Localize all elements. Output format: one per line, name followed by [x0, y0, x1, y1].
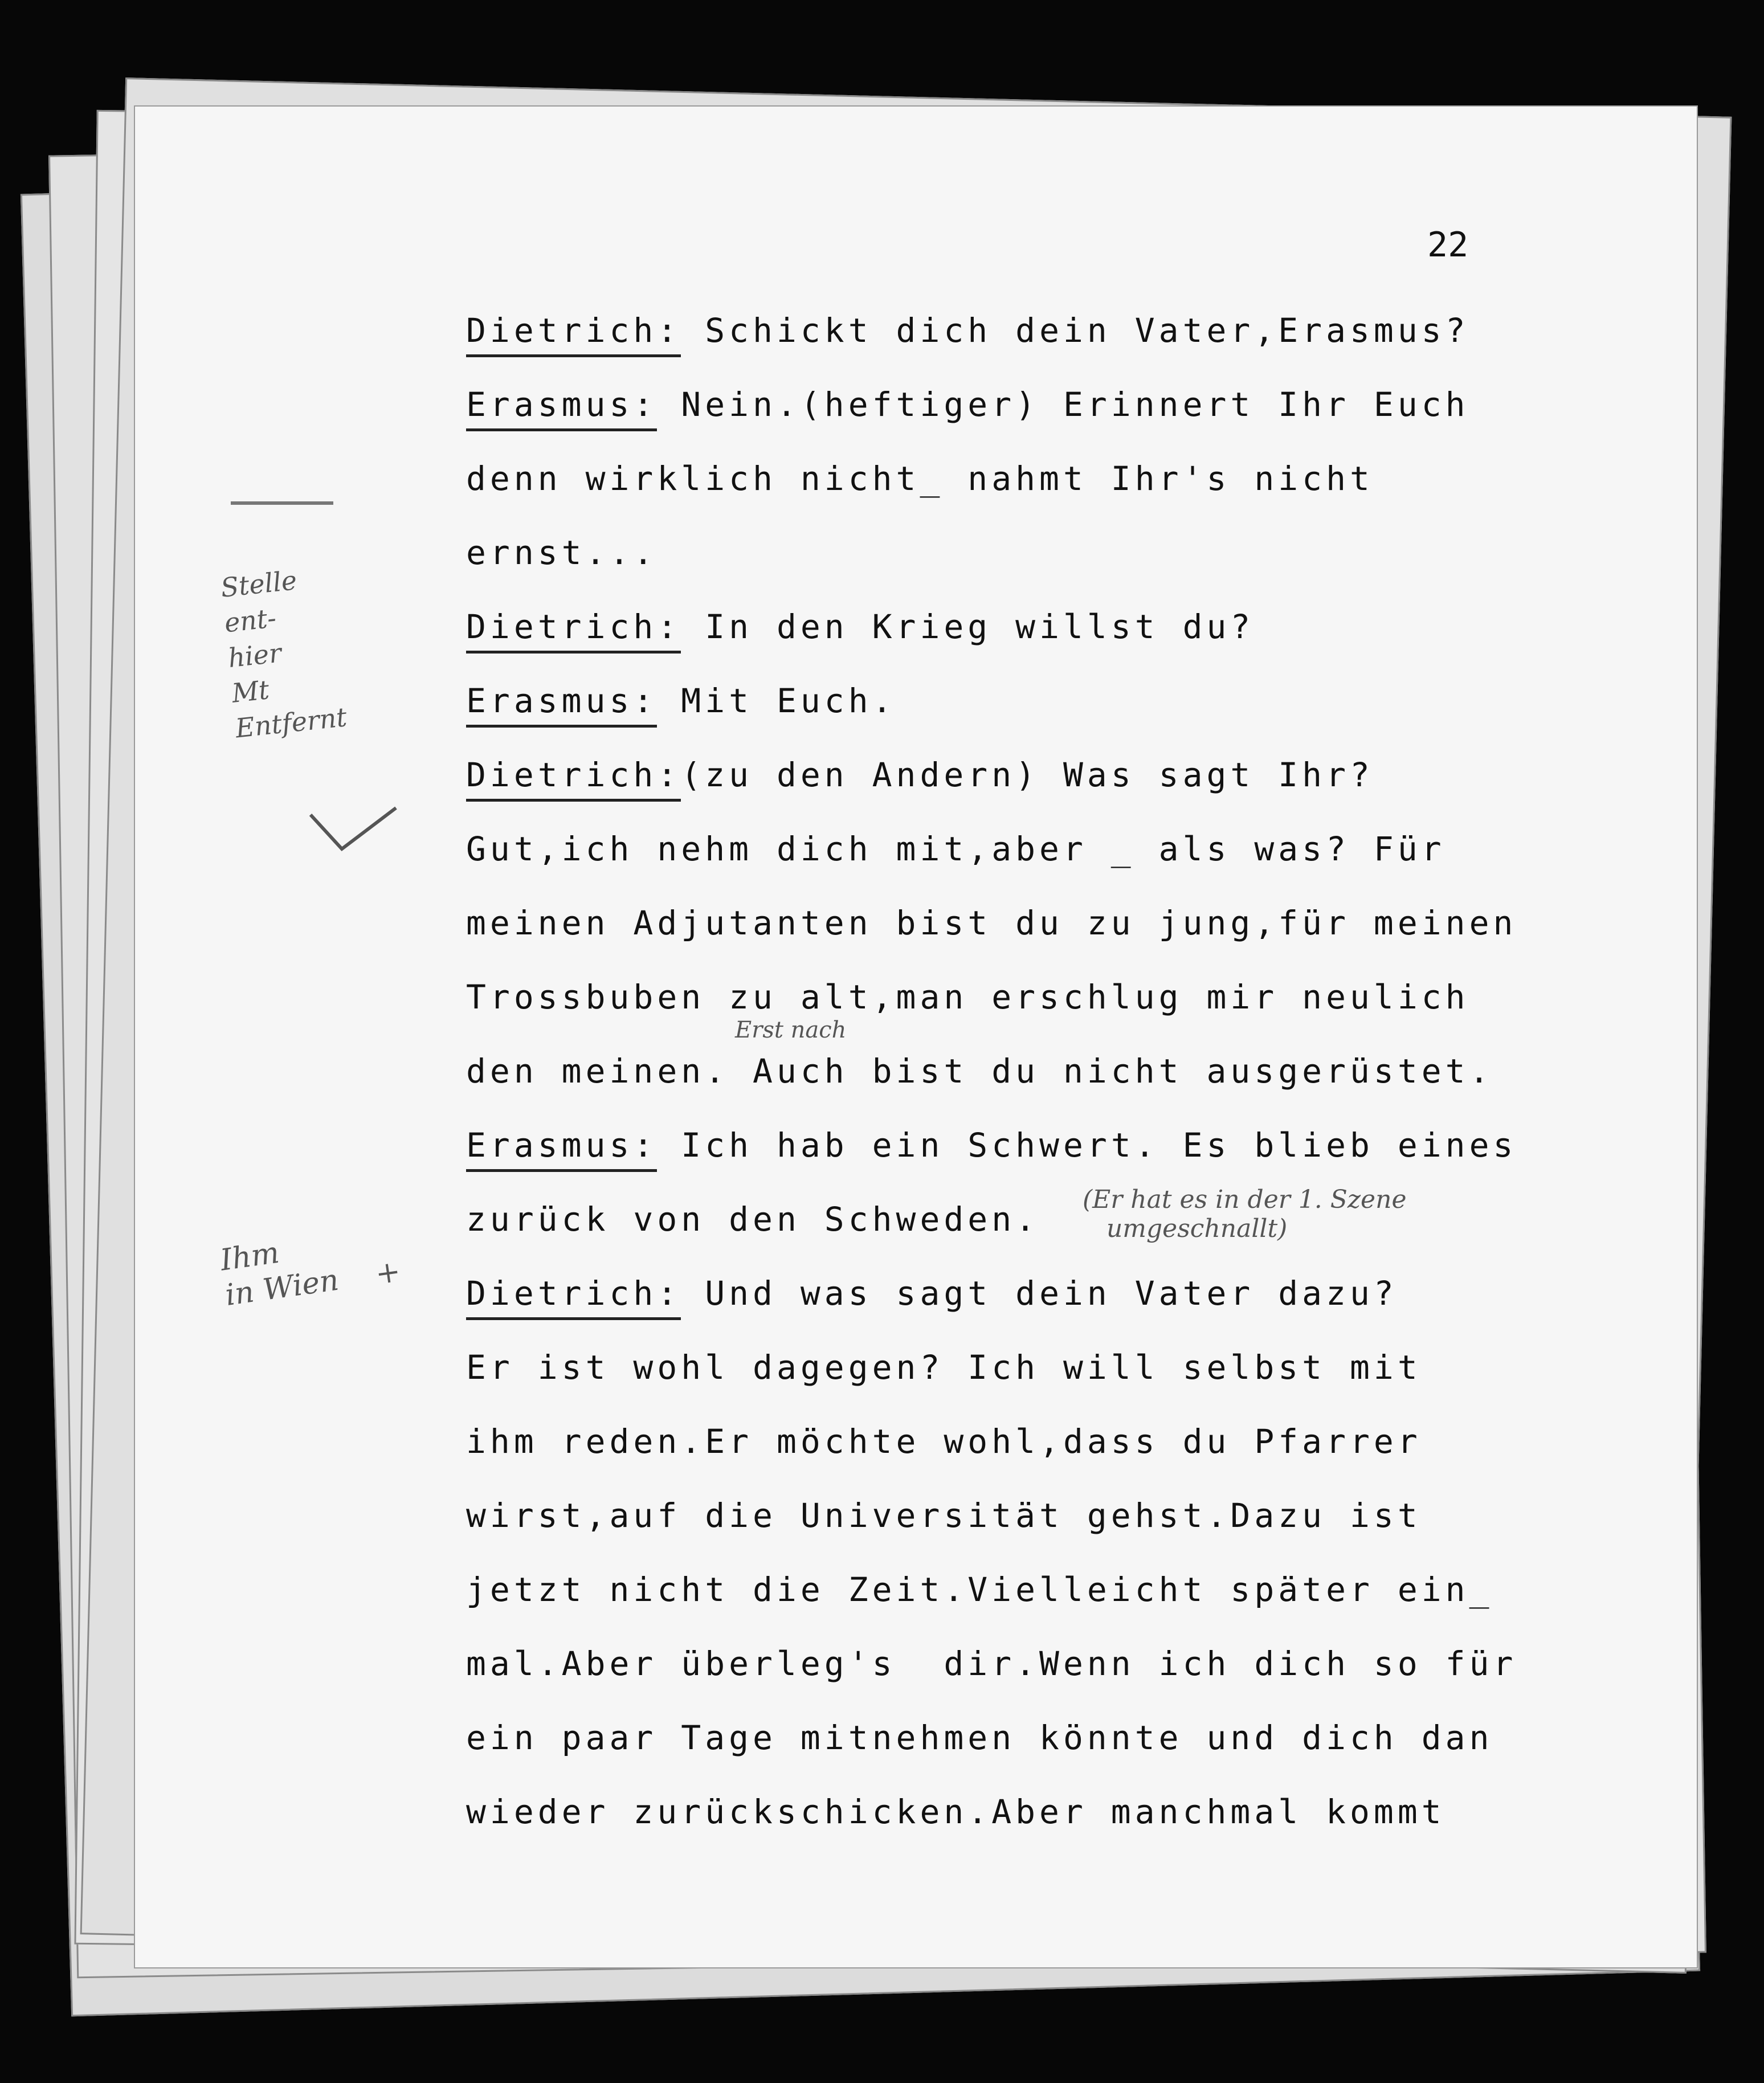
typescript-line: [466, 1043, 1606, 1117]
handwritten-margin-note: Stelle ent- hier Mt Entfernt: [219, 565, 349, 744]
typescript-line: [466, 1709, 1606, 1783]
line-text: zurück von den Schweden.: [466, 1200, 1040, 1239]
check-mark-icon: [308, 803, 399, 855]
line-text: (zu den Andern) Was sagt Ihr?: [681, 755, 1374, 794]
typescript-line: [466, 598, 1606, 672]
typescript-line: [466, 1487, 1606, 1561]
typescript-line: [466, 1339, 1606, 1413]
line-text: mal.Aber überleg's dir.Wenn ich dich so für: [466, 1644, 1517, 1683]
speaker-name: Erasmus:: [466, 381, 657, 431]
typescript-line: [466, 1783, 1606, 1857]
margin-dash-mark: [231, 501, 333, 505]
typescript-line: [466, 1191, 1606, 1265]
line-text: Trossbuben zu alt,man erschlug mir neulich: [466, 978, 1469, 1016]
typescript-line: [466, 1413, 1606, 1487]
line-text: Er ist wohl dagegen? Ich will selbst mit: [466, 1348, 1422, 1387]
handwritten-margin-note: Ihm in Wien +: [218, 1235, 403, 1313]
line-text: In den Krieg willst du?: [681, 607, 1255, 646]
line-text: wieder zurückschicken.Aber manchmal kommt: [466, 1792, 1446, 1831]
line-text: Nein.(heftiger) Erinnert Ihr Euch: [657, 385, 1469, 424]
typescript-line: [466, 820, 1606, 895]
line-text: Ich hab ein Schwert. Es blieb eines: [657, 1126, 1517, 1165]
line-text: wirst,auf die Universität gehst.Dazu ist: [466, 1496, 1422, 1535]
speaker-name: Dietrich:: [466, 1269, 681, 1320]
handwritten-insertion: Erst nach: [735, 1017, 847, 1043]
line-text: meinen Adjutanten bist du zu jung,für meinen: [466, 904, 1517, 942]
line-text: Schickt dich dein Vater,Erasmus?: [681, 311, 1469, 350]
speaker-name: Dietrich:: [466, 307, 681, 357]
typescript-line: [466, 672, 1606, 746]
typescript-line: [466, 969, 1606, 1043]
line-text: ernst...: [466, 533, 658, 572]
typescript-line: [466, 302, 1606, 376]
handwritten-insertion: (Er hat es in der 1. Szene umgeschnallt): [1083, 1185, 1407, 1243]
typescript-line: [466, 1265, 1606, 1339]
typescript-line: [466, 746, 1606, 820]
typescript-line: [466, 524, 1606, 598]
typescript-line: [466, 450, 1606, 524]
speaker-name: Dietrich:: [466, 751, 681, 802]
speaker-name: Dietrich:: [466, 603, 681, 654]
line-text: denn wirklich nicht_ nahmt Ihr's nicht: [466, 459, 1374, 498]
typescript-line: [466, 1561, 1606, 1635]
line-text: ihm reden.Er möchte wohl,dass du Pfarrer: [466, 1422, 1422, 1461]
line-text: jetzt nicht die Zeit.Vielleicht später ein_: [466, 1570, 1493, 1609]
typescript-text: [466, 302, 1606, 1857]
typescript-line: [466, 1117, 1606, 1191]
line-text: den meinen. Auch bist du nicht ausgerüstet.: [466, 1052, 1493, 1090]
typescript-line: [466, 376, 1606, 450]
speaker-name: Erasmus:: [466, 1121, 657, 1172]
typescript-line: [466, 895, 1606, 969]
page-number: 22: [1427, 225, 1469, 265]
typescript-line: [466, 1635, 1606, 1709]
speaker-name: Erasmus:: [466, 677, 657, 728]
line-text: ein paar Tage mitnehmen könnte und dich dan: [466, 1718, 1493, 1757]
line-text: Mit Euch.: [657, 681, 896, 720]
line-text: Gut,ich nehm dich mit,aber _ als was? Für: [466, 830, 1446, 868]
line-text: Und was sagt dein Vater dazu?: [681, 1274, 1398, 1313]
